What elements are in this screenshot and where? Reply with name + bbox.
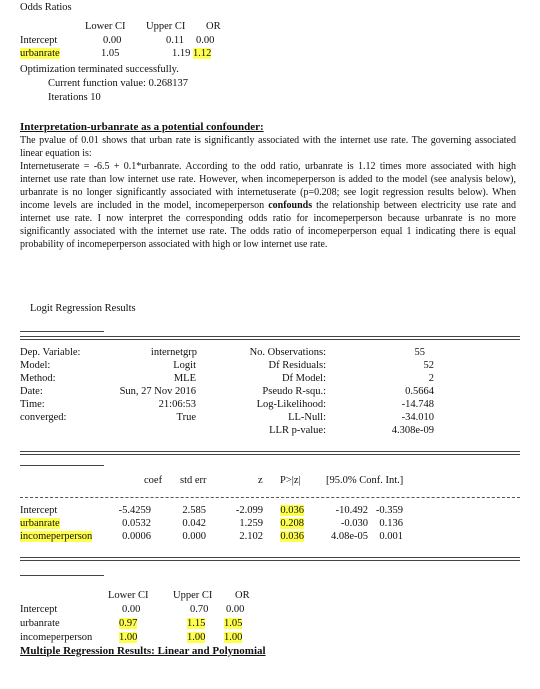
summary-label: Date:	[20, 386, 43, 397]
coef-cell: -5.4259	[118, 505, 151, 516]
interpretation-text: The pvalue of 0.01 shows that urban rate is significantly associated with the internet use rate. The governing associated linear equation is:	[20, 135, 516, 159]
summary-label: Df Model:	[281, 373, 326, 384]
coef-cell-highlight: 0.036	[280, 505, 304, 516]
function-value: Current function value: 0.268137	[48, 78, 188, 89]
summary-label: Model:	[20, 360, 51, 371]
odds-header-upper: Upper CI	[146, 21, 186, 32]
odds2-row-label: Intercept	[20, 604, 58, 615]
odds2-header-or: OR	[235, 590, 250, 601]
odds2-cell: 0.00	[122, 604, 141, 615]
coef-cell: -2.099	[235, 505, 263, 516]
coef-cell: 2.102	[239, 531, 263, 542]
coef-cell: 1.259	[239, 518, 263, 529]
coef-cell: 0.001	[379, 531, 403, 542]
interpretation-paragraph	[20, 134, 516, 251]
odds-header-lower: Lower CI	[85, 21, 126, 32]
coef-header: std err	[180, 475, 207, 486]
divider	[20, 560, 520, 561]
summary-label: Log-Likelihood:	[256, 399, 326, 410]
summary-label: LL-Null:	[288, 412, 326, 423]
summary-value: MLE	[173, 373, 196, 384]
summary-value: -34.010	[401, 412, 434, 423]
summary-value: 2	[428, 373, 434, 384]
divider	[20, 557, 520, 558]
coef-header: z	[258, 475, 263, 486]
divider	[20, 454, 520, 455]
divider	[20, 497, 520, 498]
coef-row-label: urbanrate	[20, 518, 60, 529]
odds2-cell: 0.00	[226, 604, 245, 615]
summary-label: Method:	[20, 373, 56, 384]
divider	[20, 336, 520, 337]
coef-cell: 0.042	[182, 518, 206, 529]
summary-label: Time:	[20, 399, 45, 410]
divider	[20, 465, 104, 466]
odds-cell: 1.05	[101, 48, 120, 59]
divider	[20, 339, 520, 340]
odds2-cell-highlight: 0.97	[119, 618, 138, 629]
odds2-cell-highlight: 1.05	[224, 618, 243, 629]
footer-heading: Multiple Regression Results: Linear and Polynomial	[20, 645, 266, 657]
coef-cell: -0.030	[340, 518, 368, 529]
coef-cell: 0.136	[379, 518, 403, 529]
coef-header: P>|z|	[280, 475, 301, 486]
odds-cell-highlight: 1.12	[193, 48, 212, 59]
odds-row-label: Intercept	[20, 35, 58, 46]
logit-title: Logit Regression Results	[30, 303, 136, 314]
odds2-row-label: incomeperperson	[20, 632, 93, 643]
odds-cell: 0.00	[103, 35, 122, 46]
summary-value: 21:06:53	[158, 399, 196, 410]
summary-value: internetgrp	[150, 347, 197, 358]
coef-cell: 4.08e-05	[330, 531, 368, 542]
coef-row-label: Intercept	[20, 505, 58, 516]
odds2-cell-highlight: 1.00	[187, 632, 206, 643]
odds2-cell-highlight: 1.00	[224, 632, 243, 643]
odds-cell: 0.11	[166, 35, 184, 46]
coef-row-label: incomeperperson	[20, 531, 93, 542]
summary-value: -14.748	[401, 399, 434, 410]
coef-cell: 2.585	[182, 505, 206, 516]
interpretation-text: Internetuserate = -6.5 + 0.1*urbanrate. According to the odd ratio, urbanrate is 1.12 times more associated with high internet use rate than low internet use rate. However, when incomeperperson is added to the model (see analysis below), urbanrate is no longer significantly associated with internetuserate (p=0.208; see logit regression results below). When income levels are included in the model, incomeperperson	[20, 161, 516, 211]
summary-label: Dep. Variable:	[20, 347, 81, 358]
summary-label: converged:	[20, 412, 67, 423]
summary-value: Logit	[173, 360, 196, 371]
coef-header: coef	[144, 475, 163, 486]
iterations: Iterations 10	[48, 92, 101, 103]
summary-value: 52	[423, 360, 434, 371]
summary-value: 0.5664	[405, 386, 434, 397]
odds2-header-lower: Lower CI	[108, 590, 149, 601]
summary-label: Df Residuals:	[268, 360, 326, 371]
summary-label: Pseudo R-squ.:	[262, 386, 326, 397]
summary-label: No. Observations:	[249, 347, 326, 358]
coef-cell: 0.0532	[122, 518, 151, 529]
summary-label: LLR p-value:	[269, 425, 326, 436]
odds-cell: 1.19	[172, 48, 191, 59]
odds-title: Odds Ratios	[20, 2, 72, 13]
coef-cell-highlight: 0.208	[280, 518, 304, 529]
odds2-cell-highlight: 1.00	[119, 632, 138, 643]
odds2-header-upper: Upper CI	[173, 590, 213, 601]
odds-header-or: OR	[206, 21, 221, 32]
coef-header: [95.0% Conf. Int.]	[326, 475, 404, 486]
divider	[20, 331, 104, 332]
optimization-message: Optimization terminated successfully.	[20, 64, 179, 75]
interpretation-text: the relationship between electricity use rate and internet use rate. I now interpret the corresponding odds ratio for incomeperperson because urbanrate is no more significantly associated with the internet use rate. The odds ratio of incomeperperson equal 1 indicating there is equal probability of incomeperperson associated with high or low internet use rate.	[20, 200, 516, 250]
divider	[20, 575, 104, 576]
coef-cell-highlight: 0.036	[280, 531, 304, 542]
summary-value: Sun, 27 Nov 2016	[119, 386, 196, 397]
coef-cell: 0.0006	[122, 531, 151, 542]
odds2-cell-highlight: 1.15	[187, 618, 206, 629]
interpretation-bold: confounds	[268, 200, 313, 211]
coef-cell: -10.492	[335, 505, 368, 516]
summary-value: True	[176, 412, 196, 423]
odds-cell: 0.00	[196, 35, 215, 46]
odds2-row-label: urbanrate	[20, 618, 60, 629]
odds-row-label: urbanrate	[20, 48, 60, 59]
coef-cell: -0.359	[375, 505, 403, 516]
coef-cell: 0.000	[182, 531, 206, 542]
summary-value: 55	[414, 347, 425, 358]
interpretation-heading: Interpretation-urbanrate as a potential confounder:	[20, 121, 264, 133]
summary-value: 4.308e-09	[391, 425, 434, 436]
divider	[20, 451, 520, 452]
odds2-cell: 0.70	[190, 604, 209, 615]
